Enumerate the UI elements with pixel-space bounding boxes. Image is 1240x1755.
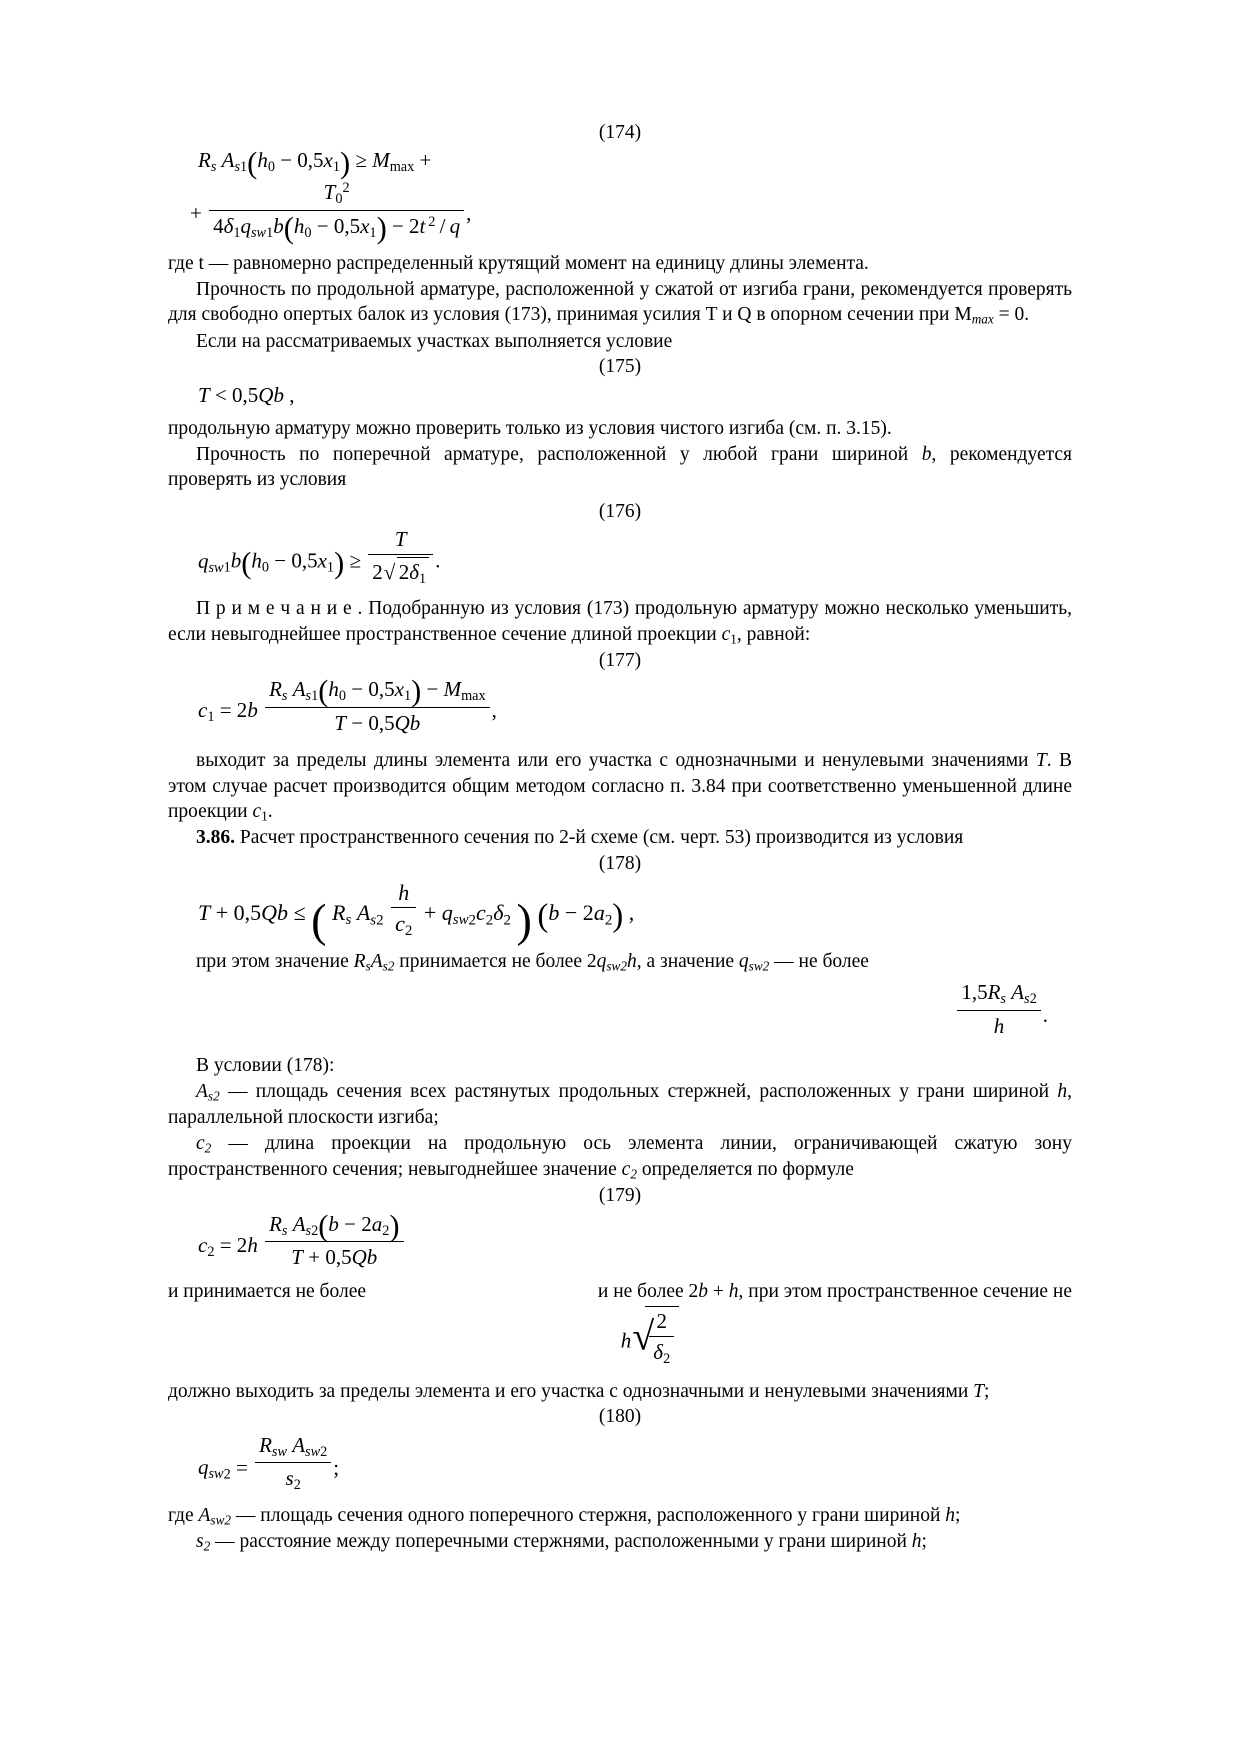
symbol-Asw2: A [198, 1505, 211, 1527]
equation-number-179: (179) [598, 1185, 642, 1207]
note-label: П р и м е ч а н и е . [196, 598, 363, 620]
symbol-A-subscript: s2 [382, 958, 395, 974]
symbol-Asw2-subscript: sw2 [210, 1512, 232, 1528]
symbol-q: q [596, 950, 607, 972]
paragraph-longitudinal-strength-text: Прочность по продольной арматуре, расположенной у сжатой от изгиба грани, рекомендуется проверять для свободно опертых балок из условия (173), принимая усилия T и Q в опорном сечении при M [168, 278, 1072, 326]
paragraph-must-not-exceed-b: ; [984, 1380, 990, 1402]
symbol-c1-2-subscript: 1 [261, 808, 268, 824]
paragraph-if-condition [168, 329, 1072, 355]
paragraph-transverse-strength [168, 442, 1072, 493]
formula-180: $q_{sw2}$ = $\frac{R_{sw} A_{sw2}}{s_2}$ ; [198, 1432, 340, 1494]
symbol-s2: s [196, 1531, 204, 1553]
symbol-q2-subscript: sw2 [748, 958, 770, 974]
note-text-a: Подобранную из условия (173) продольную арматуру можно несколько уменьшить, если невыгоднейшее пространственное сечение длиной проекции [168, 598, 1072, 646]
formula-178: T + 0,5Qb ≤ ( $R_s$ $A_{s2}$ $\frac{h}{c_2}$ + $q_{sw2}c_2\delta_2$ ) $(b - 2a_2)$ , [198, 879, 635, 947]
paragraph-note [168, 596, 1072, 648]
clause-number-386: 3.86. [196, 827, 235, 849]
paragraph-179-limits-a: и принимается не более [168, 1280, 366, 1302]
symbol-c1-subscript: 1 [730, 631, 737, 647]
symbol-q2: q [738, 950, 749, 972]
symbol-c2-subscript: 2 [204, 1140, 212, 1156]
symbol-h4: h [945, 1505, 956, 1527]
formula-177: $c_1 = 2b$ $\frac{R_s A_{s1}(h_0 - 0,5x_1) - M_{max}}{T - 0,5Qb}$ , [198, 674, 497, 735]
formula-174-line1: $R_s$ $A_{s1}(h_0 - 0,5x_1) \ge M_{max}$ + [198, 145, 432, 180]
paragraph-if-condition-text: Если на рассматриваемых участках выполняется условие [196, 330, 673, 352]
symbol-c2-2: c [621, 1159, 631, 1181]
paragraph-As2-def-b: — площадь сечения всех растянутых продольных стержней, расположенных у грани шириной [219, 1080, 1058, 1102]
symbol-As2-subscript: s2 [207, 1088, 220, 1104]
paragraph-beyond-limits-a: выходит за пределы длины элемента или его участка с однозначными и ненулевыми значениями [196, 749, 1036, 771]
paragraph-Asw2-def-c: — площадь сечения одного поперечного стержня, расположенного у грани шириной [231, 1505, 946, 1527]
paragraph-179-limits-d: + [708, 1280, 729, 1302]
paragraph-longitudinal-strength [168, 277, 1072, 329]
symbol-h: h [627, 950, 637, 972]
equation-number-176: (176) [598, 501, 642, 523]
paragraph-s2-def-b: — расстояние между поперечными стержнями, расположенными у грани шириной [210, 1531, 912, 1553]
paragraph-s2-def [168, 1529, 1072, 1555]
symbol-s2-subscript: 2 [203, 1539, 211, 1555]
symbol-h5: h [911, 1531, 922, 1553]
symbol-As2: A [196, 1080, 208, 1102]
paragraph-must-not-exceed-a: должно выходить за пределы элемента и его участка с однозначными и ненулевыми значениями [168, 1380, 974, 1402]
paragraph-As2-def [168, 1079, 1072, 1131]
paragraph-where-t-text: где t — равномерно распределенный крутящий момент на единицу длины элемента. [168, 252, 869, 274]
paragraph-longitudinal-strength-end: = 0. [993, 304, 1030, 326]
paragraph-178-limits [168, 949, 1072, 975]
equation-number-180: (180) [598, 1406, 642, 1428]
paragraph-pure-bending-text: продольную арматуру можно проверить только из условия чистого изгиба (см. п. 3.15). [168, 417, 892, 439]
formula-176: $q_{sw1}b(h_0 - 0,5x_1)$ ≥ T 2 √ $2\delta_1$ . [198, 527, 441, 587]
paragraph-must-not-exceed [168, 1379, 1072, 1405]
symbol-c2-2-subscript: 2 [630, 1166, 637, 1182]
paragraph-178-limits-i: — не более [769, 950, 869, 972]
paragraph-s2-def-d: ; [921, 1531, 927, 1553]
paragraph-178-limits-g: , а значение [636, 950, 739, 972]
paragraph-Asw2-def [168, 1503, 1072, 1529]
symbol-A: A [370, 950, 383, 972]
symbol-c1-2: c [252, 801, 262, 823]
paragraph-pure-bending [168, 416, 1072, 442]
paragraph-in-condition-178-text: В условии (178): [196, 1055, 335, 1077]
paragraph-179-limits-f: , при этом пространственное сечение не [738, 1280, 1072, 1302]
equation-number-177: (177) [598, 650, 642, 672]
symbol-R-subscript: s [365, 958, 371, 974]
paragraph-in-condition-178 [168, 1053, 1072, 1079]
paragraph-beyond-limits-b: . В этом случае расчет производится общим методом согласно п. 3.84 при соответственно уменьшенной длине проекции [168, 749, 1072, 823]
paragraph-178-limits-d: принимается не более 2 [394, 950, 597, 972]
symbol-h2: h [1057, 1080, 1068, 1102]
symbol-q-subscript: sw2 [606, 958, 627, 974]
paragraph-Asw2-def-e: ; [955, 1505, 961, 1527]
formula-179-limit: h √ $\frac{2}{\delta_2}$ [168, 1306, 1072, 1368]
note-text-b: , равной: [736, 624, 811, 646]
paragraph-c2-def-b: — длина проекции на продольную ось элемента линии, ограничивающей сжатую зону пространственного сечения; невыгоднейшее значение [168, 1132, 1072, 1181]
paragraph-transverse-strength-c: , рекомендуется проверять из условия [168, 443, 1073, 491]
paragraph-386 [168, 825, 1072, 851]
paragraph-beyond-limits-end: . [267, 801, 273, 823]
paragraph-c2-def [168, 1131, 1072, 1183]
paragraph-c2-def-d: определяется по формуле [636, 1159, 854, 1181]
formula-178-limit: $\frac{1,5R_s A_{s2}}{h}$ . [168, 979, 1072, 1039]
paragraph-178-limits-a: при этом значение [196, 950, 354, 972]
symbol-T: T [1035, 749, 1047, 771]
paragraph-beyond-limits [168, 748, 1072, 826]
paragraph-179-limits-b: и не более 2 [597, 1280, 699, 1302]
symbol-R: R [353, 950, 366, 972]
paragraph-As2-def-d: , параллельной плоскости изгиба; [168, 1080, 1072, 1129]
m-max-subscript: max [971, 312, 994, 327]
equation-number-174: (174) [598, 122, 642, 143]
paragraph-where-t [168, 251, 1072, 277]
symbol-b2: b [698, 1280, 709, 1302]
formula-174-line2: + $\frac{T_0^2}{4\delta_1q_{sw1}b(h_0 - 0,5x_1) - 2t ^2 / q}$ , [190, 180, 472, 246]
symbol-c2: c [196, 1132, 205, 1154]
symbol-b: b [921, 443, 932, 465]
symbol-h3: h [728, 1280, 739, 1302]
equation-number-178: (178) [598, 853, 642, 875]
paragraph-transverse-strength-a: Прочность по поперечной арматуре, расположенной у любой грани шириной [196, 443, 922, 465]
formula-179: $c_2 = 2h$ $\frac{R_s A_{s2}(b - 2a_2)}{T + 0,5Qb}$ [168, 1211, 1072, 1271]
paragraph-179-limits-rest [598, 1279, 1072, 1305]
formula-175: T < 0,5Qb , [198, 382, 295, 407]
page-content [168, 120, 1072, 1556]
paragraph-Asw2-def-a: где [168, 1505, 199, 1527]
paragraph-179-limits [168, 1279, 1072, 1305]
symbol-T2: T [973, 1380, 984, 1402]
symbol-c1: c [721, 624, 731, 646]
paragraph-386-text: Расчет пространственного сечения по 2-й схеме (см. черт. 53) производится из условия [235, 827, 964, 849]
equation-number-175: (175) [598, 356, 642, 378]
